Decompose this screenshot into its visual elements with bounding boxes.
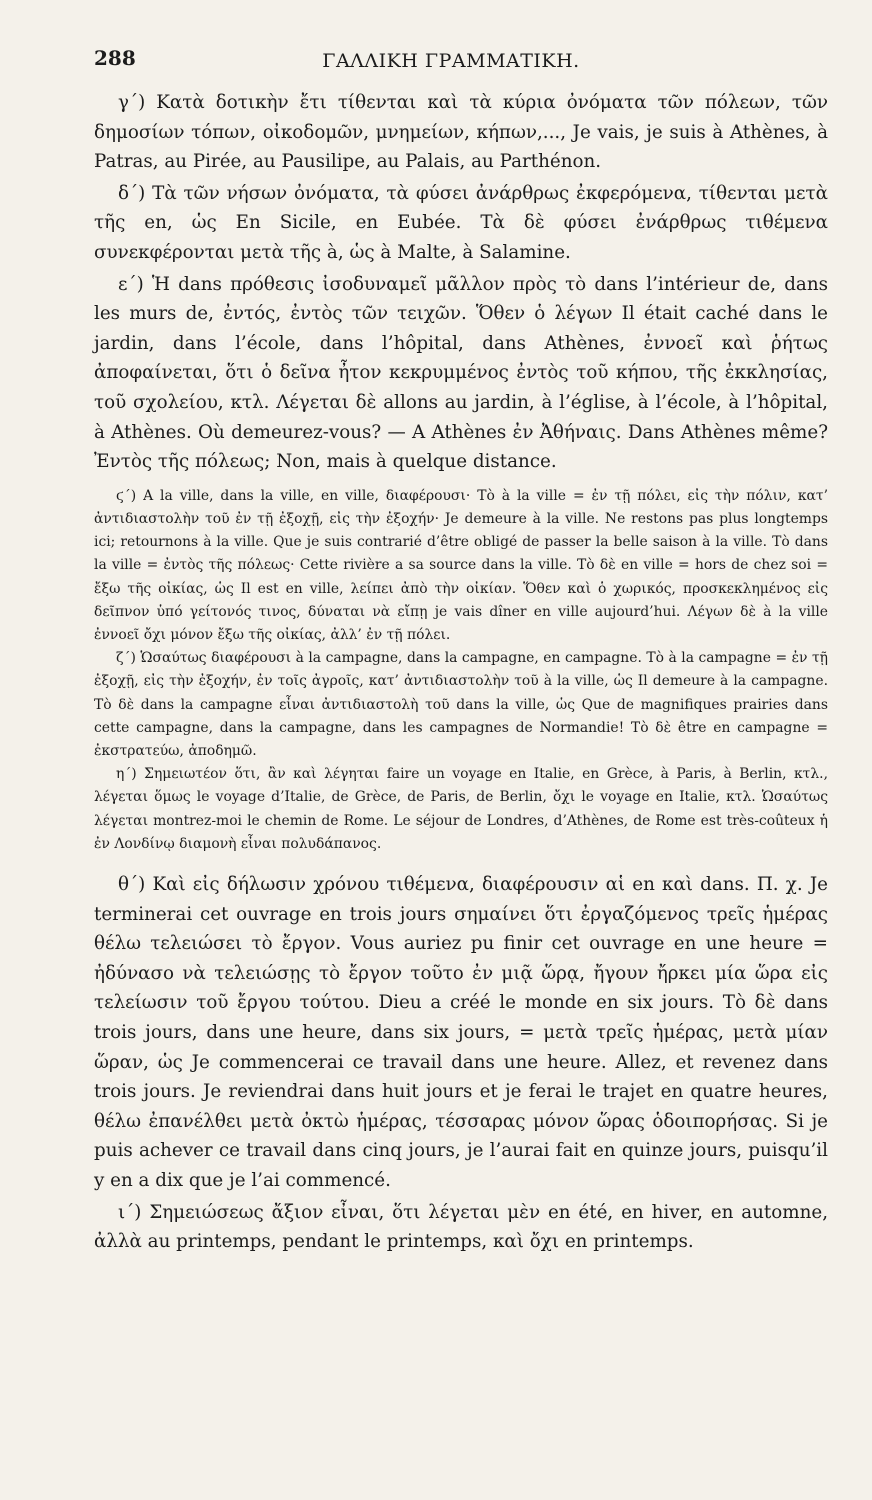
paragraph-delta: δ΄) Τὰ τῶν νήσων ὀνόματα, τὰ φύσει ἀνάρθρως ἐκφερόμενα, τίθενται μετὰ τῆς en, ὡς En Sicile, en Eubée. Τὰ δὲ φύσει ἐνάρθρως τιθέμενα συνεκφέρονται μετὰ τῆς à, ὡς à Malte, à Salamine. <box>94 182 828 263</box>
spacer <box>94 856 828 870</box>
paragraph-stigma: ϛ΄) A la ville, dans la ville, en ville, διαφέρουσι· Τὸ à la ville = ἐν τῇ πόλει, εἰς τὴν πόλιν, κατ’ ἀντιδιαστολὴν τοῦ ἐν τῇ ἐξοχῇ, εἰς τὴν ἐξοχήν· Je demeure à la ville. Ne restons pas plus longtemps ici; retournons à la ville. Que je suis contrarié d’être obligé de passer la belle saison à la ville. Τὸ dans la ville = ἐντὸς τῆς πόλεως· Cette rivière a sa source dans la ville. Τὸ δὲ en ville = hors de chez soi = ἔξω τῆς οἰκίας, ὡς Il est en ville, λείπει ἀπὸ τὴν οἰκίαν. Ὅθεν καὶ ὁ χωρικός, προσκεκλημένος εἰς δεῖπνον ὑπό γείτονός τινος, δύναται νὰ εἴπῃ je vais dîner en ville aujourd’hui. Λέγων δὲ à la ville ἐννοεῖ ὄχι μόνον ἔξω τῆς οἰκίας, ἀλλ’ ἐν τῇ πόλει. <box>94 487 828 643</box>
paragraph-theta: θ΄) Καὶ εἰς δήλωσιν χρόνου τιθέμενα, διαφέρουσιν αἱ en καὶ dans. Π. χ. Je terminerai cet ouvrage en trois jours σημαίνει ὅτι ἐργαζόμενος τρεῖς ἡμέρας θέλω τελειώσει τὸ ἔργον. Vous auriez pu finir cet ouvrage en une heure = ἠδύνασο νὰ τελειώσῃς τὸ ἔργον τοῦτο ἐν μιᾷ ὥρᾳ, ἤγουν ἤρκει μία ὥρα εἰς τελείωσιν τοῦ ἔργου τούτου. Dieu a créé le monde en six jours. Τὸ δὲ dans trois jours, dans une heure, dans six jours, = μετὰ τρεῖς ἡμέρας, μετὰ μίαν ὥραν, ὡς Je commencerai ce travail dans une heure. Allez, et revenez dans trois jours. Je reviendrai dans huit jours et je ferai le trajet en quatre heures, θέλω ἐπανέλθει μετὰ ὀκτὼ ἡμέρας, τέσσαρας μόνον ὥρας ὁδοιπορήσας. Si je puis achever ce travail dans cinq jours, je l’aurai fait en quinze jours, puisqu’il y en a dix que je l’ai commencé. <box>94 873 828 1191</box>
paragraph-iota: ι΄) Σημειώσεως ἄξιον εἶναι, ὅτι λέγεται μὲν en été, en hiver, en automne, ἀλλὰ au printemps, pendant le printemps, καὶ ὄχι en printemps. <box>94 1201 828 1253</box>
paragraph-epsilon: ε΄) Ἡ dans πρόθεσις ἰσοδυναμεῖ μᾶλλον πρὸς τὸ dans l’intérieur de, dans les murs de, ἐντός, ἐντὸς τῶν τειχῶν. Ὅθεν ὁ λέγων Il était caché dans le jardin, dans l’école, dans l’hôpital, dans Athènes, ἐννοεῖ καὶ ῥήτως ἀποφαίνεται, ὅτι ὁ δεῖνα ἦτον κεκρυμμένος ἐντὸς τοῦ κήπου, τῆς ἐκκλησίας, τοῦ σχολείου, κτλ. Λέγεται δὲ allons au jardin, à l’église, à l’école, à l’hôpital, à Athènes. Où demeurez-vous? — A Athènes ἐν Ἀθήναις. Dans Athènes même? Ἐντὸς τῆς πόλεως; Non, mais à quelque distance. <box>94 273 828 473</box>
page-number: 288 <box>94 46 136 70</box>
paragraph-zeta: ζ΄) Ὡσαύτως διαφέρουσι à la campagne, dans la campagne, en campagne. Τὸ à la campagne = ἐν τῇ ἐξοχῇ, εἰς τὴν ἐξοχήν, ἐν τοῖς ἀγροῖς, κατ’ ἀντιδιαστολὴν τοῦ à la ville, ὡς Il demeure à la campagne. Τὸ δὲ dans la campagne εἶναι ἀντιδιαστολὴ τοῦ dans la ville, ὡς Que de magnifiques prairies dans cette campagne, dans la campagne, dans les campagnes de Normandie! Τὸ δὲ être en campagne = ἐκστρατεύω, ἀποδημῶ. <box>94 650 828 759</box>
paragraph-eta: η΄) Σημειωτέον ὅτι, ἂν καὶ λέγηται faire un voyage en Italie, en Grèce, à Paris, à Berlin, κτλ., λέγεται ὅμως le voyage d’Italie, de Grèce, de Paris, de Berlin, ὄχι le voyage en Italie, κτλ. Ὡσαύτως λέγεται montrez-moi le chemin de Rome. Le séjour de Londres, d’Athènes, de Rome est très-coûteux ἡ ἐν Λονδίνῳ διαμονὴ εἶναι πολυδάπανος. <box>94 766 828 852</box>
paragraph-gamma: γ΄) Κατὰ δοτικὴν ἔτι τίθενται καὶ τὰ κύρια ὀνόματα τῶν πόλεων, τῶν δημοσίων τόπων, οἰκοδομῶν, μνημείων, κήπων,..., Je vais, je suis à Athènes, à Patras, au Pirée, au Pausilipe, au Palais, au Parthénon. <box>94 92 828 173</box>
page-header <box>0 46 872 76</box>
page-body <box>94 88 828 1259</box>
running-title: ΓΑΛΛΙΚΗ ΓΡΑΜΜΑΤΙΚΗ. <box>322 50 580 72</box>
